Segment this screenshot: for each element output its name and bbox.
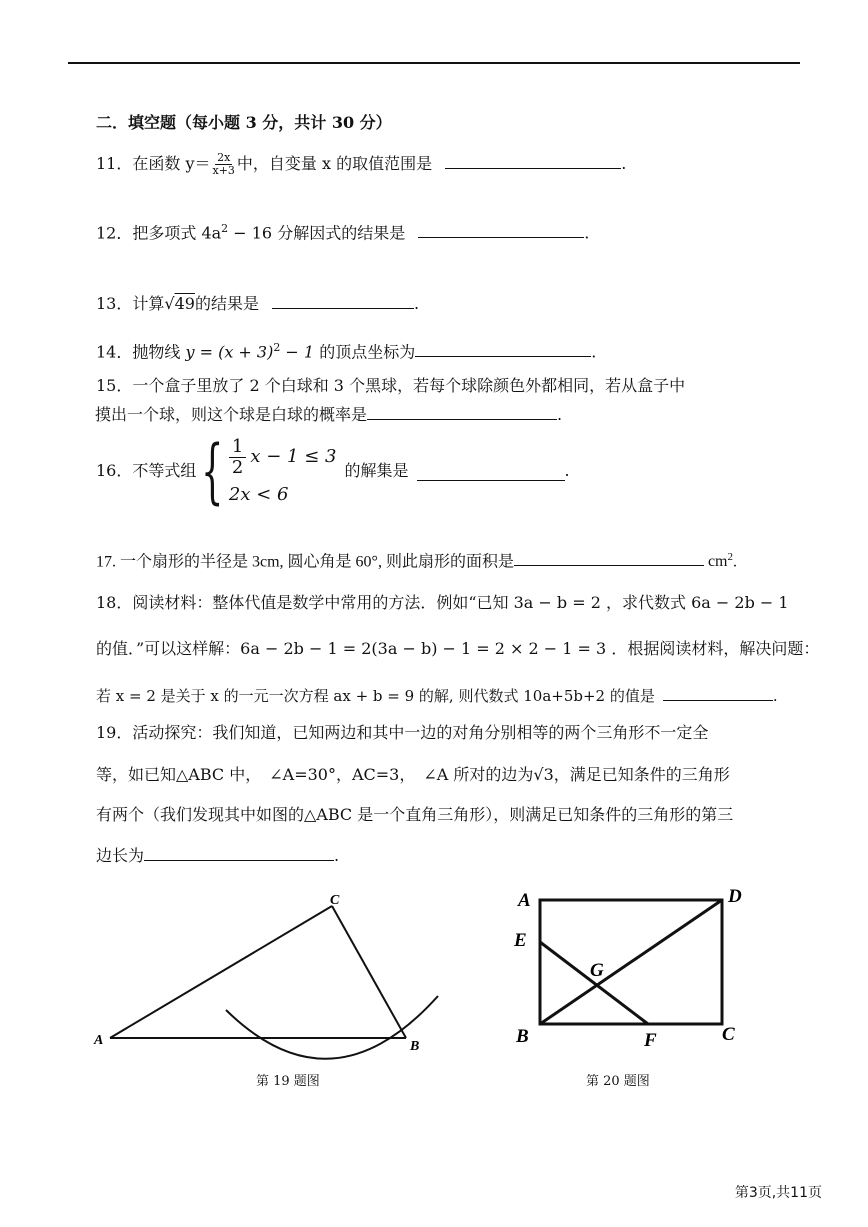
fig20-caption: 第 20 题图 xyxy=(586,1074,650,1089)
q11-numerator: 2x xyxy=(217,151,231,164)
fig20-label-e: E xyxy=(514,930,527,951)
q13-answer-blank[interactable] xyxy=(272,290,414,309)
section-heading: 二．填空题（每小题 3 分，共计 30 分） xyxy=(96,113,392,132)
q16-answer-blank[interactable] xyxy=(417,462,565,481)
question-12 xyxy=(96,218,589,244)
q17-answer-blank[interactable] xyxy=(514,547,704,566)
fig20-label-a: A xyxy=(518,890,531,911)
q14-prefix: 14．抛物线 xyxy=(96,342,186,362)
q11-suffix: 中，自变量 x 的取值范围是 xyxy=(236,154,433,173)
q19-line2-tail: ，满足已知条件的三角形 xyxy=(553,765,730,784)
q11-period: . xyxy=(621,154,627,173)
question-11 xyxy=(96,150,626,177)
q13-suffix: 的结果是 xyxy=(194,294,259,313)
fig20-label-g: G xyxy=(590,960,604,981)
q16-inequality-1: x − 1 ≤ 3 xyxy=(250,446,337,467)
q16-numerator: 1 xyxy=(229,437,246,458)
q18-answer-blank[interactable] xyxy=(663,682,773,701)
q15-answer-blank[interactable] xyxy=(367,401,557,420)
question-18-line1: 18．阅读材料：整体代值是数学中常用的方法．例如“已知 3a − b = 2 ，求代数式 6a − 2b − 1 xyxy=(96,593,789,612)
question-19-line1: 19．活动探究：我们知道，已知两边和其中一边的对角分别相等的两个三角形不一定全 xyxy=(96,723,709,742)
q13-period: . xyxy=(414,294,420,313)
q19-line2-text: 等，如已知△ABC 中， ∠A=30°，AC=3， ∠A 所对的边为 xyxy=(96,765,534,784)
question-16 xyxy=(96,430,570,512)
fig19-side-ac xyxy=(110,906,332,1038)
q12-answer-blank[interactable] xyxy=(418,219,584,238)
question-17 xyxy=(96,546,737,573)
page-number: 第3页,共11页 xyxy=(734,1185,822,1201)
figure-19 xyxy=(88,888,448,1078)
q14-exponent: 2 xyxy=(273,341,281,354)
q13-radical-sign: √ xyxy=(164,294,175,313)
fig19-caption: 第 19 题图 xyxy=(256,1074,320,1089)
q18-period: . xyxy=(772,687,778,705)
q11-fraction xyxy=(213,152,235,177)
question-18-line2: 的值．”可以这样解：6a − 2b − 1 = 2(3a − b) − 1 = 2 × 2 − 1 = 3 ．根据阅读材料，解决问题： xyxy=(96,639,820,658)
q12-prefix: 12．把多项式 4a xyxy=(96,223,222,243)
q14-period: . xyxy=(591,342,597,362)
question-19-line4 xyxy=(96,842,339,867)
q16-fraction xyxy=(229,437,246,478)
q14-expression-tail: − 1 xyxy=(280,342,315,362)
q14-suffix: 的顶点坐标为 xyxy=(314,342,416,362)
q14-answer-blank[interactable] xyxy=(415,338,591,357)
q15-period: . xyxy=(557,405,563,424)
fig19-label-a: A xyxy=(94,1033,104,1048)
header-rule xyxy=(68,62,800,64)
q11-answer-blank[interactable] xyxy=(445,150,621,169)
fig20-label-b: B xyxy=(516,1026,529,1047)
q12-period: . xyxy=(584,223,590,243)
fig19-arc xyxy=(226,996,438,1059)
q16-inequality-2: 2x < 6 xyxy=(228,483,289,505)
q19-period: . xyxy=(334,846,340,865)
q14-expression: y = (x + 3) xyxy=(185,342,274,362)
q13-radicand: 49 xyxy=(174,294,195,313)
q16-period: . xyxy=(564,461,570,480)
q16-brace: { xyxy=(201,430,224,512)
q17-unit: cm xyxy=(707,553,728,571)
question-19-line3: 有两个（我们发现其中如图的△ABC 是一个直角三角形），则满足已知条件的三角形的第三 xyxy=(96,805,734,824)
q12-suffix: − 16 分解因式的结果是 xyxy=(228,223,406,243)
fig20-label-f: F xyxy=(644,1030,657,1051)
question-19-line2 xyxy=(96,764,730,786)
fig19-side-cb xyxy=(332,906,406,1038)
question-15-line2 xyxy=(95,401,562,426)
fig19-label-c: C xyxy=(330,893,340,908)
q11-prefix: 11．在函数 y＝ xyxy=(96,154,211,173)
figure-20 xyxy=(510,880,750,1055)
fig20-label-c: C xyxy=(722,1024,735,1045)
q19-radical: √3 xyxy=(533,765,554,784)
q11-denominator: x+3 xyxy=(212,164,235,177)
question-14 xyxy=(96,337,596,363)
q16-inequality-system xyxy=(196,430,337,512)
q17-prompt: 17. 一个扇形的半径是 3cm, 圆心角是 60°, 则此扇形的面积是 xyxy=(96,553,514,571)
question-15-line1: 15．一个盒子里放了 2 个白球和 3 个黑球，若每个球除颜色外都相同，若从盒子中 xyxy=(96,376,686,395)
q15-prompt: 摸出一个球，则这个球是白球的概率是 xyxy=(95,405,368,424)
question-18-line3 xyxy=(96,682,778,707)
q18-prompt: 若 x = 2 是关于 x 的一元一次方程 ax + b = 9 的解, 则代数式 10a+5b+2 的值是 xyxy=(96,687,655,705)
q16-suffix: 的解集是 xyxy=(344,461,409,480)
q16-denominator: 2 xyxy=(231,456,244,478)
q16-prefix: 16．不等式组 xyxy=(96,461,197,480)
q12-exponent: 2 xyxy=(221,222,229,235)
q19-answer-blank[interactable] xyxy=(144,842,334,861)
q17-period: . xyxy=(733,553,737,571)
q19-prompt: 边长为 xyxy=(96,846,145,865)
fig20-label-d: D xyxy=(728,886,742,907)
question-13 xyxy=(96,290,419,315)
q13-prefix: 13．计算 xyxy=(96,294,165,313)
fig19-label-b: B xyxy=(410,1039,420,1054)
q17-unit-exponent: 2 xyxy=(727,551,733,563)
